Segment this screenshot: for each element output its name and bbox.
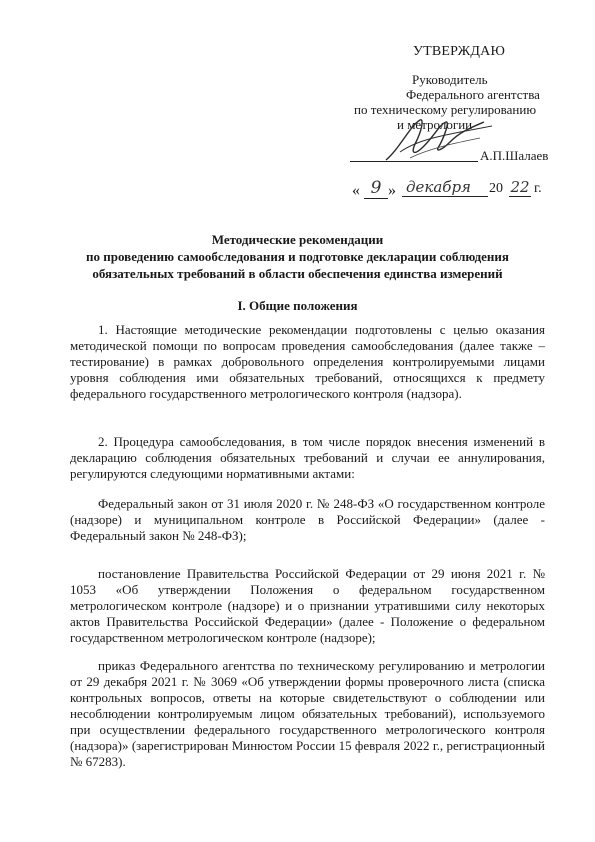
paragraph-text: приказ Федерального агентства по техническому регулированию и метрологии от 29 декабря 2021 г. № 3069 «Об утверждении формы проверочного листа (списка контрольных вопросов, ответы на которые свидетельствуют о соблюдении или несоблюдении контролируемым лицом обязательных требований), используемого при осуществлении федерального государственного метрологического контроля (надзора)» (зарегистрирован Минюстом России 15 февраля 2022 г., регистрационный № 67283).	[70, 658, 545, 769]
handwritten-signature	[380, 108, 500, 168]
paragraph	[70, 496, 545, 544]
date-year-unit: г.	[534, 181, 542, 196]
approval-line: Федерального агентства	[406, 87, 540, 102]
paragraph-text: 2. Процедура самообследования, в том числе порядок внесения изменений в декларацию соблюдения обязательных требований и случаи ее аннулирования, регулируются следующими нормативными актами:	[70, 434, 545, 481]
approval-date	[352, 178, 552, 204]
section-heading: I. Общие положения	[237, 298, 358, 313]
date-close-quote: »	[388, 182, 396, 199]
document-title	[40, 231, 555, 282]
approval-heading: УТВЕРЖДАЮ	[413, 44, 506, 59]
date-open-quote: «	[352, 182, 360, 199]
date-day: 9	[364, 178, 388, 199]
paragraph	[70, 566, 545, 646]
paragraph	[70, 658, 545, 770]
date-year-suffix: 22	[510, 178, 530, 196]
paragraph	[70, 434, 545, 482]
date-year-prefix: 20	[489, 181, 503, 196]
date-month: декабря	[402, 178, 488, 197]
approval-line: и метрологии	[397, 117, 473, 132]
paragraph-text: Федеральный закон от 31 июля 2020 г. № 248-ФЗ «О государственном контроле (надзоре) и муниципальном контроле в Российской Федерации» (далее - Федеральный закон № 248-ФЗ);	[70, 496, 545, 543]
paragraph-text: постановление Правительства Российской Федерации от 29 июня 2021 г. № 1053 «Об утверждении Положения о федеральном государственном метрологическом контроле (надзоре) и о признании утратившими силу некоторых актов Правительства Российской Федерации» (далее - Положение о федеральном государственном метрологическом контроле (надзоре);	[70, 566, 545, 645]
title-line: по проведению самообследования и подготовке декларации соблюдения	[86, 249, 509, 264]
approval-line: по техническому регулированию	[354, 102, 537, 117]
approval-line: Руководитель	[412, 72, 488, 87]
paragraph	[70, 322, 545, 402]
title-line: Методические рекомендации	[211, 232, 384, 247]
paragraph-text: 1. Настоящие методические рекомендации подготовлены с целью оказания методической помощи по вопросам проведения самообследования (далее также – тестирование) в рамках добровольного определения контролируемыми лицами уровня соблюдения ими обязательных требований, относящихся к предмету федерального государственного метрологического контроля (надзора).	[70, 322, 545, 401]
title-line: обязательных требований в области обеспечения единства измерений	[92, 266, 503, 281]
signatory-name: А.П.Шалаев	[480, 148, 549, 163]
